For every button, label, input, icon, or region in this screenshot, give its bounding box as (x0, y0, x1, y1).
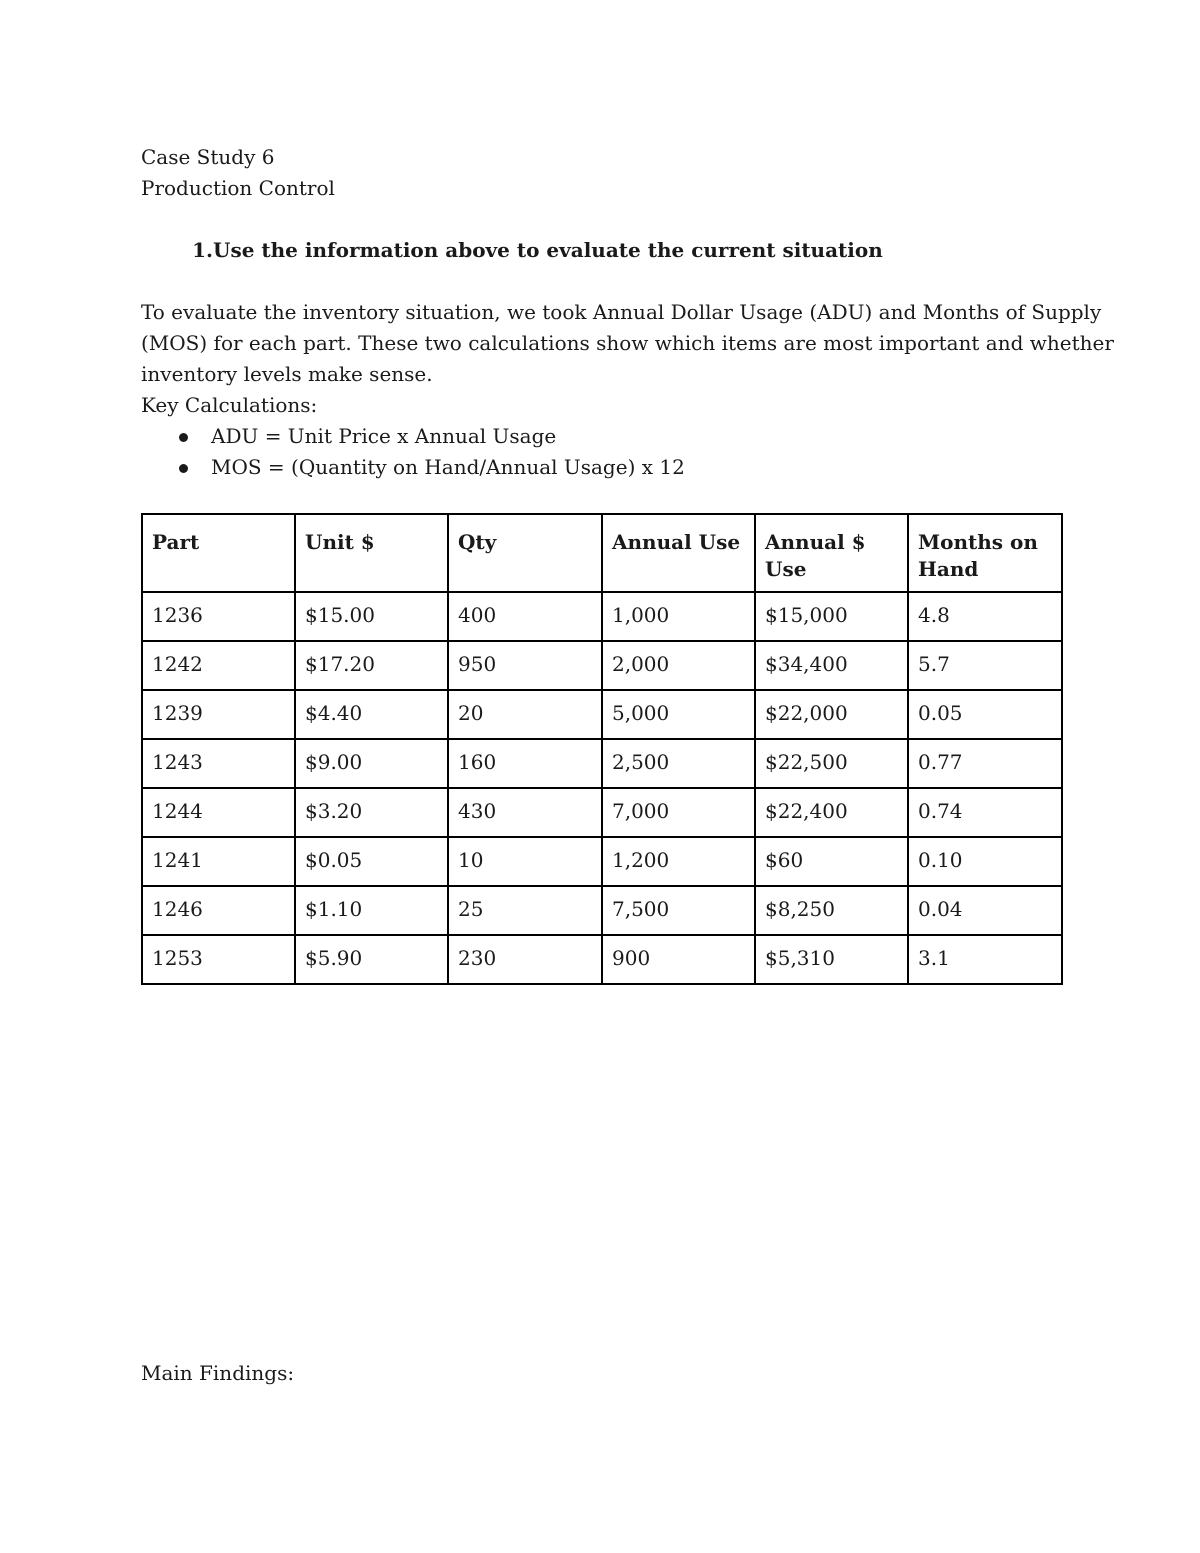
column-header-annual-dollar-use: Annual $ Use (755, 514, 908, 592)
cell-months-on-hand: 4.8 (908, 592, 1062, 641)
cell-qty: 25 (448, 886, 602, 935)
cell-months-on-hand: 0.77 (908, 739, 1062, 788)
cell-unit-price: $9.00 (295, 739, 448, 788)
main-findings-label: Main Findings: (141, 1361, 295, 1385)
table-row (142, 739, 1062, 788)
cell-unit-price: $4.40 (295, 690, 448, 739)
column-header-part: Part (142, 514, 295, 592)
cell-annual-use: 1,200 (602, 837, 755, 886)
cell-months-on-hand: 0.05 (908, 690, 1062, 739)
cell-unit-price: $15.00 (295, 592, 448, 641)
table-row (142, 690, 1062, 739)
question-number: 1. (192, 238, 213, 262)
key-calculations-list (141, 421, 1061, 483)
cell-annual-use: 2,000 (602, 641, 755, 690)
table-header-row (142, 514, 1062, 592)
table-row (142, 886, 1062, 935)
formula-adu: ADU = Unit Price x Annual Usage (211, 424, 557, 448)
bullet-icon (179, 464, 188, 473)
document-body (141, 142, 1114, 483)
cell-annual-use: 5,000 (602, 690, 755, 739)
cell-qty: 10 (448, 837, 602, 886)
document-title: Case Study 6 (141, 145, 275, 169)
cell-part: 1236 (142, 592, 295, 641)
cell-unit-price: $0.05 (295, 837, 448, 886)
cell-months-on-hand: 0.04 (908, 886, 1062, 935)
question-heading (141, 235, 1061, 266)
column-header-months-on-hand: Months on Hand (908, 514, 1062, 592)
cell-qty: 430 (448, 788, 602, 837)
cell-annual-use: 2,500 (602, 739, 755, 788)
cell-qty: 400 (448, 592, 602, 641)
cell-part: 1243 (142, 739, 295, 788)
cell-qty: 160 (448, 739, 602, 788)
cell-annual-dollar-use: $15,000 (755, 592, 908, 641)
cell-part: 1242 (142, 641, 295, 690)
cell-annual-dollar-use: $34,400 (755, 641, 908, 690)
cell-part: 1244 (142, 788, 295, 837)
cell-annual-dollar-use: $5,310 (755, 935, 908, 984)
cell-months-on-hand: 5.7 (908, 641, 1062, 690)
cell-qty: 950 (448, 641, 602, 690)
cell-part: 1239 (142, 690, 295, 739)
cell-months-on-hand: 0.10 (908, 837, 1062, 886)
column-header-unit-price: Unit $ (295, 514, 448, 592)
column-header-annual-use: Annual Use (602, 514, 755, 592)
cell-qty: 20 (448, 690, 602, 739)
column-header-qty: Qty (448, 514, 602, 592)
intro-line-1: To evaluate the inventory situation, we took Annual Dollar Usage (ADU) and Months of Supply (141, 300, 1102, 324)
bullet-icon (179, 433, 188, 442)
intro-line-2: (MOS) for each part. These two calculations show which items are most important and whether (141, 331, 1114, 355)
formula-mos: MOS = (Quantity on Hand/Annual Usage) x 12 (211, 455, 685, 479)
cell-annual-dollar-use: $22,500 (755, 739, 908, 788)
cell-qty: 230 (448, 935, 602, 984)
cell-unit-price: $1.10 (295, 886, 448, 935)
table-row (142, 641, 1062, 690)
cell-unit-price: $17.20 (295, 641, 448, 690)
cell-annual-use: 7,500 (602, 886, 755, 935)
table-row (142, 837, 1062, 886)
table-row (142, 788, 1062, 837)
cell-months-on-hand: 3.1 (908, 935, 1062, 984)
cell-unit-price: $3.20 (295, 788, 448, 837)
cell-part: 1241 (142, 837, 295, 886)
cell-months-on-hand: 0.74 (908, 788, 1062, 837)
inventory-table (141, 513, 1063, 985)
cell-annual-dollar-use: $22,400 (755, 788, 908, 837)
table-row (142, 935, 1062, 984)
document-subtitle: Production Control (141, 176, 335, 200)
cell-annual-use: 1,000 (602, 592, 755, 641)
cell-part: 1246 (142, 886, 295, 935)
cell-annual-use: 900 (602, 935, 755, 984)
question-text: Use the information above to evaluate the current situation (213, 238, 883, 262)
cell-annual-dollar-use: $60 (755, 837, 908, 886)
cell-annual-dollar-use: $8,250 (755, 886, 908, 935)
cell-unit-price: $5.90 (295, 935, 448, 984)
key-calculations-label: Key Calculations: (141, 393, 318, 417)
table-row (142, 592, 1062, 641)
list-item (141, 421, 1061, 452)
list-item (141, 452, 1061, 483)
cell-annual-dollar-use: $22,000 (755, 690, 908, 739)
intro-line-3: inventory levels make sense. (141, 362, 433, 386)
cell-part: 1253 (142, 935, 295, 984)
cell-annual-use: 7,000 (602, 788, 755, 837)
